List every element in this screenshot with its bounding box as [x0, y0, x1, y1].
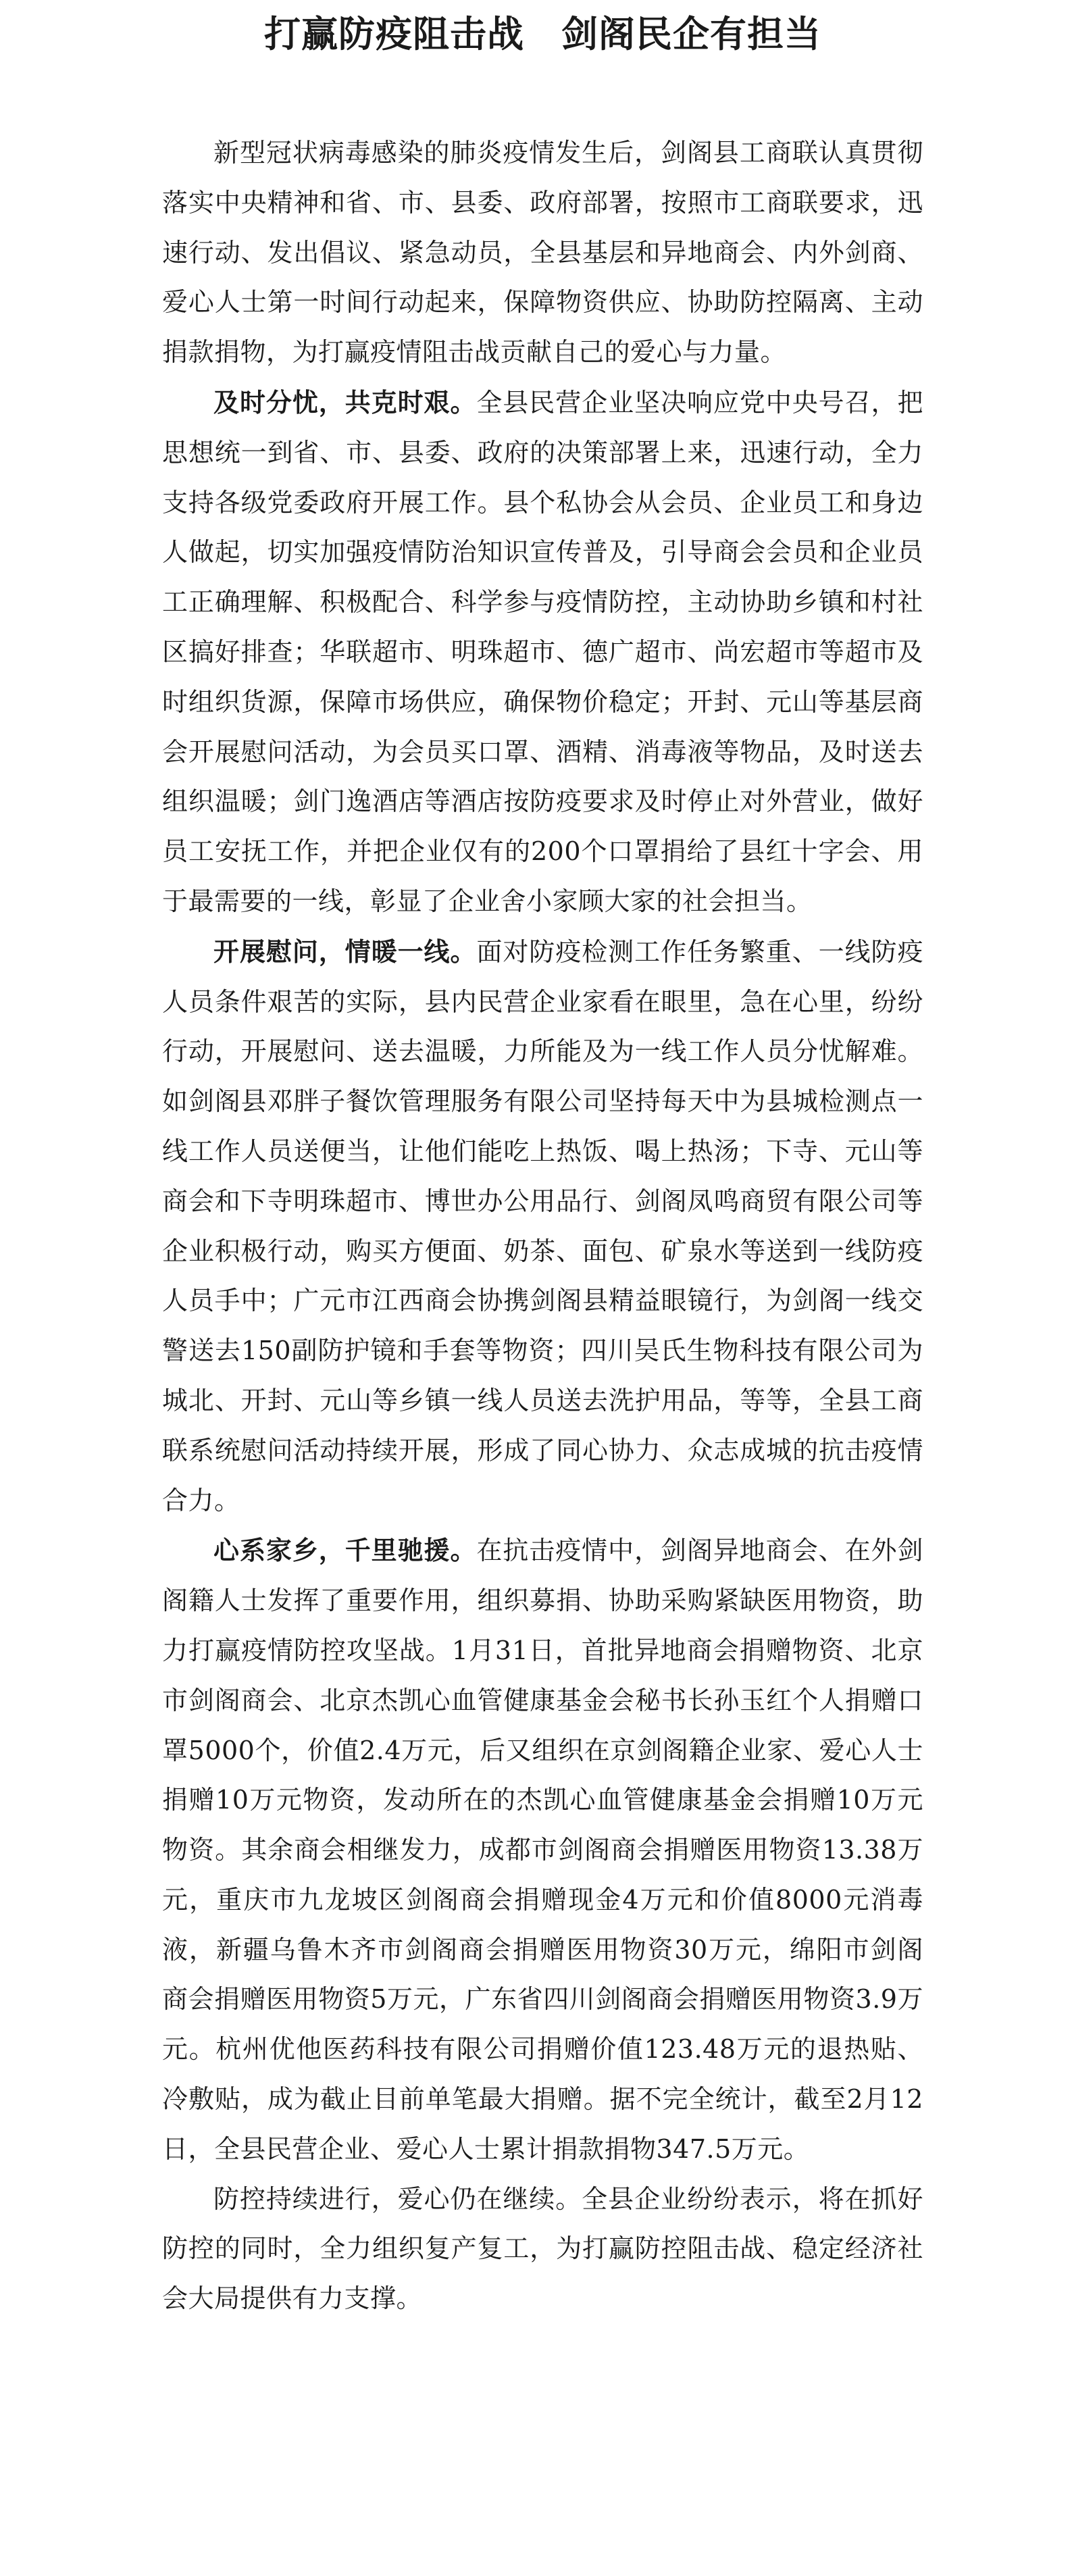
paragraph-lead: 开展慰问，情暖一线。	[213, 936, 477, 967]
paragraph-text: 防控持续进行，爱心仍在继续。全县企业纷纷表示，将在抓好防控的同时，全力组织复产复工，为打赢防控阻击战、稳定经济社会大局提供有力支撑。	[162, 2183, 923, 2314]
paragraph-share-burden	[162, 378, 923, 927]
article-body	[162, 128, 923, 2324]
paragraph-conclusion	[162, 2175, 923, 2324]
paragraph-text: 新型冠状病毒感染的肺炎疫情发生后，剑阁县工商联认真贯彻落实中央精神和省、市、县委、政府部署，按照市工商联要求，迅速行动、发出倡议、紧急动员，全县基层和异地商会、内外剑商、爱心人士第一时间行动起来，保障物资供应、协助防控隔离、主动捐款捐物，为打赢疫情阻击战贡献自己的爱心与力量。	[162, 138, 923, 368]
paragraph-hometown-aid	[162, 1525, 923, 2174]
paragraph-text: 在抗击疫情中，剑阁异地商会、在外剑阁籍人士发挥了重要作用，组织募捐、协助采购紧缺医用物资，助力打赢疫情防控攻坚战。1月31日，首批异地商会捐赠物资、北京市剑阁商会、北京杰凯心血管健康基金会秘书长孙玉红个人捐赠口罩5000个，价值2.4万元，后又组织在京剑阁籍企业家、爱心人士捐赠10万元物资，发动所在的杰凯心血管健康基金会捐赠10万元物资。其余商会相继发力，成都市剑阁商会捐赠医用物资13.38万元，重庆市九龙坡区剑阁商会捐赠现金4万元和价值8000元消毒液，新疆乌鲁木齐市剑阁商会捐赠医用物资30万元，绵阳市剑阁商会捐赠医用物资5万元，广东省四川剑阁商会捐赠医用物资3.9万元。杭州优他医药科技有限公司捐赠价值123.48万元的退热贴、冷敷贴，成为截止目前单笔最大捐赠。据不完全统计，截至2月12日，全县民营企业、爱心人士累计捐款捐物347.5万元。	[162, 1536, 923, 2164]
paragraph-intro	[162, 128, 923, 378]
paragraph-lead: 心系家乡，千里驰援。	[213, 1535, 477, 1566]
paragraph-text: 面对防疫检测工作任务繁重、一线防疫人员条件艰苦的实际，县内民营企业家看在眼里，急在心里，纷纷行动，开展慰问、送去温暖，力所能及为一线工作人员分忧解难。如剑阁县邓胖子餐饮管理服务有限公司坚持每天中为县城检测点一线工作人员送便当，让他们能吃上热饭、喝上热汤；下寺、元山等商会和下寺明珠超市、博世办公用品行、剑阁凤鸣商贸有限公司等企业积极行动，购买方便面、奶茶、面包、矿泉水等送到一线防疫人员手中；广元市江西商会协携剑阁县精益眼镜行，为剑阁一线交警送去150副防护镜和手套等物资；四川吴氏生物科技有限公司为城北、开封、元山等乡镇一线人员送去洗护用品，等等，全县工商联系统慰问活动持续开展，形成了同心协力、众志成城的抗击疫情合力。	[162, 936, 923, 1515]
article-title: 打赢防疫阻击战 剑阁民企有担当	[264, 12, 821, 55]
paragraph-condolence	[162, 927, 923, 1526]
paragraph-text: 全县民营企业坚决响应党中央号召，把思想统一到省、市、县委、政府的决策部署上来，迅速行动，全力支持各级党委政府开展工作。县个私协会从会员、企业员工和身边人做起，切实加强疫情防治知识宣传普及，引导商会会员和企业员工正确理解、积极配合、科学参与疫情防控，主动协助乡镇和村社区搞好排查；华联超市、明珠超市、德广超市、尚宏超市等超市及时组织货源，保障市场供应，确保物价稳定；开封、元山等基层商会开展慰问活动，为会员买口罩、酒精、消毒液等物品，及时送去组织温暖；剑门逸酒店等酒店按防疫要求及时停止对外营业，做好员工安抚工作，并把企业仅有的200个口罩捐给了县红十字会、用于最需要的一线，彰显了企业舍小家顾大家的社会担当。	[162, 387, 923, 916]
paragraph-lead: 及时分忧，共克时艰。	[213, 386, 477, 418]
